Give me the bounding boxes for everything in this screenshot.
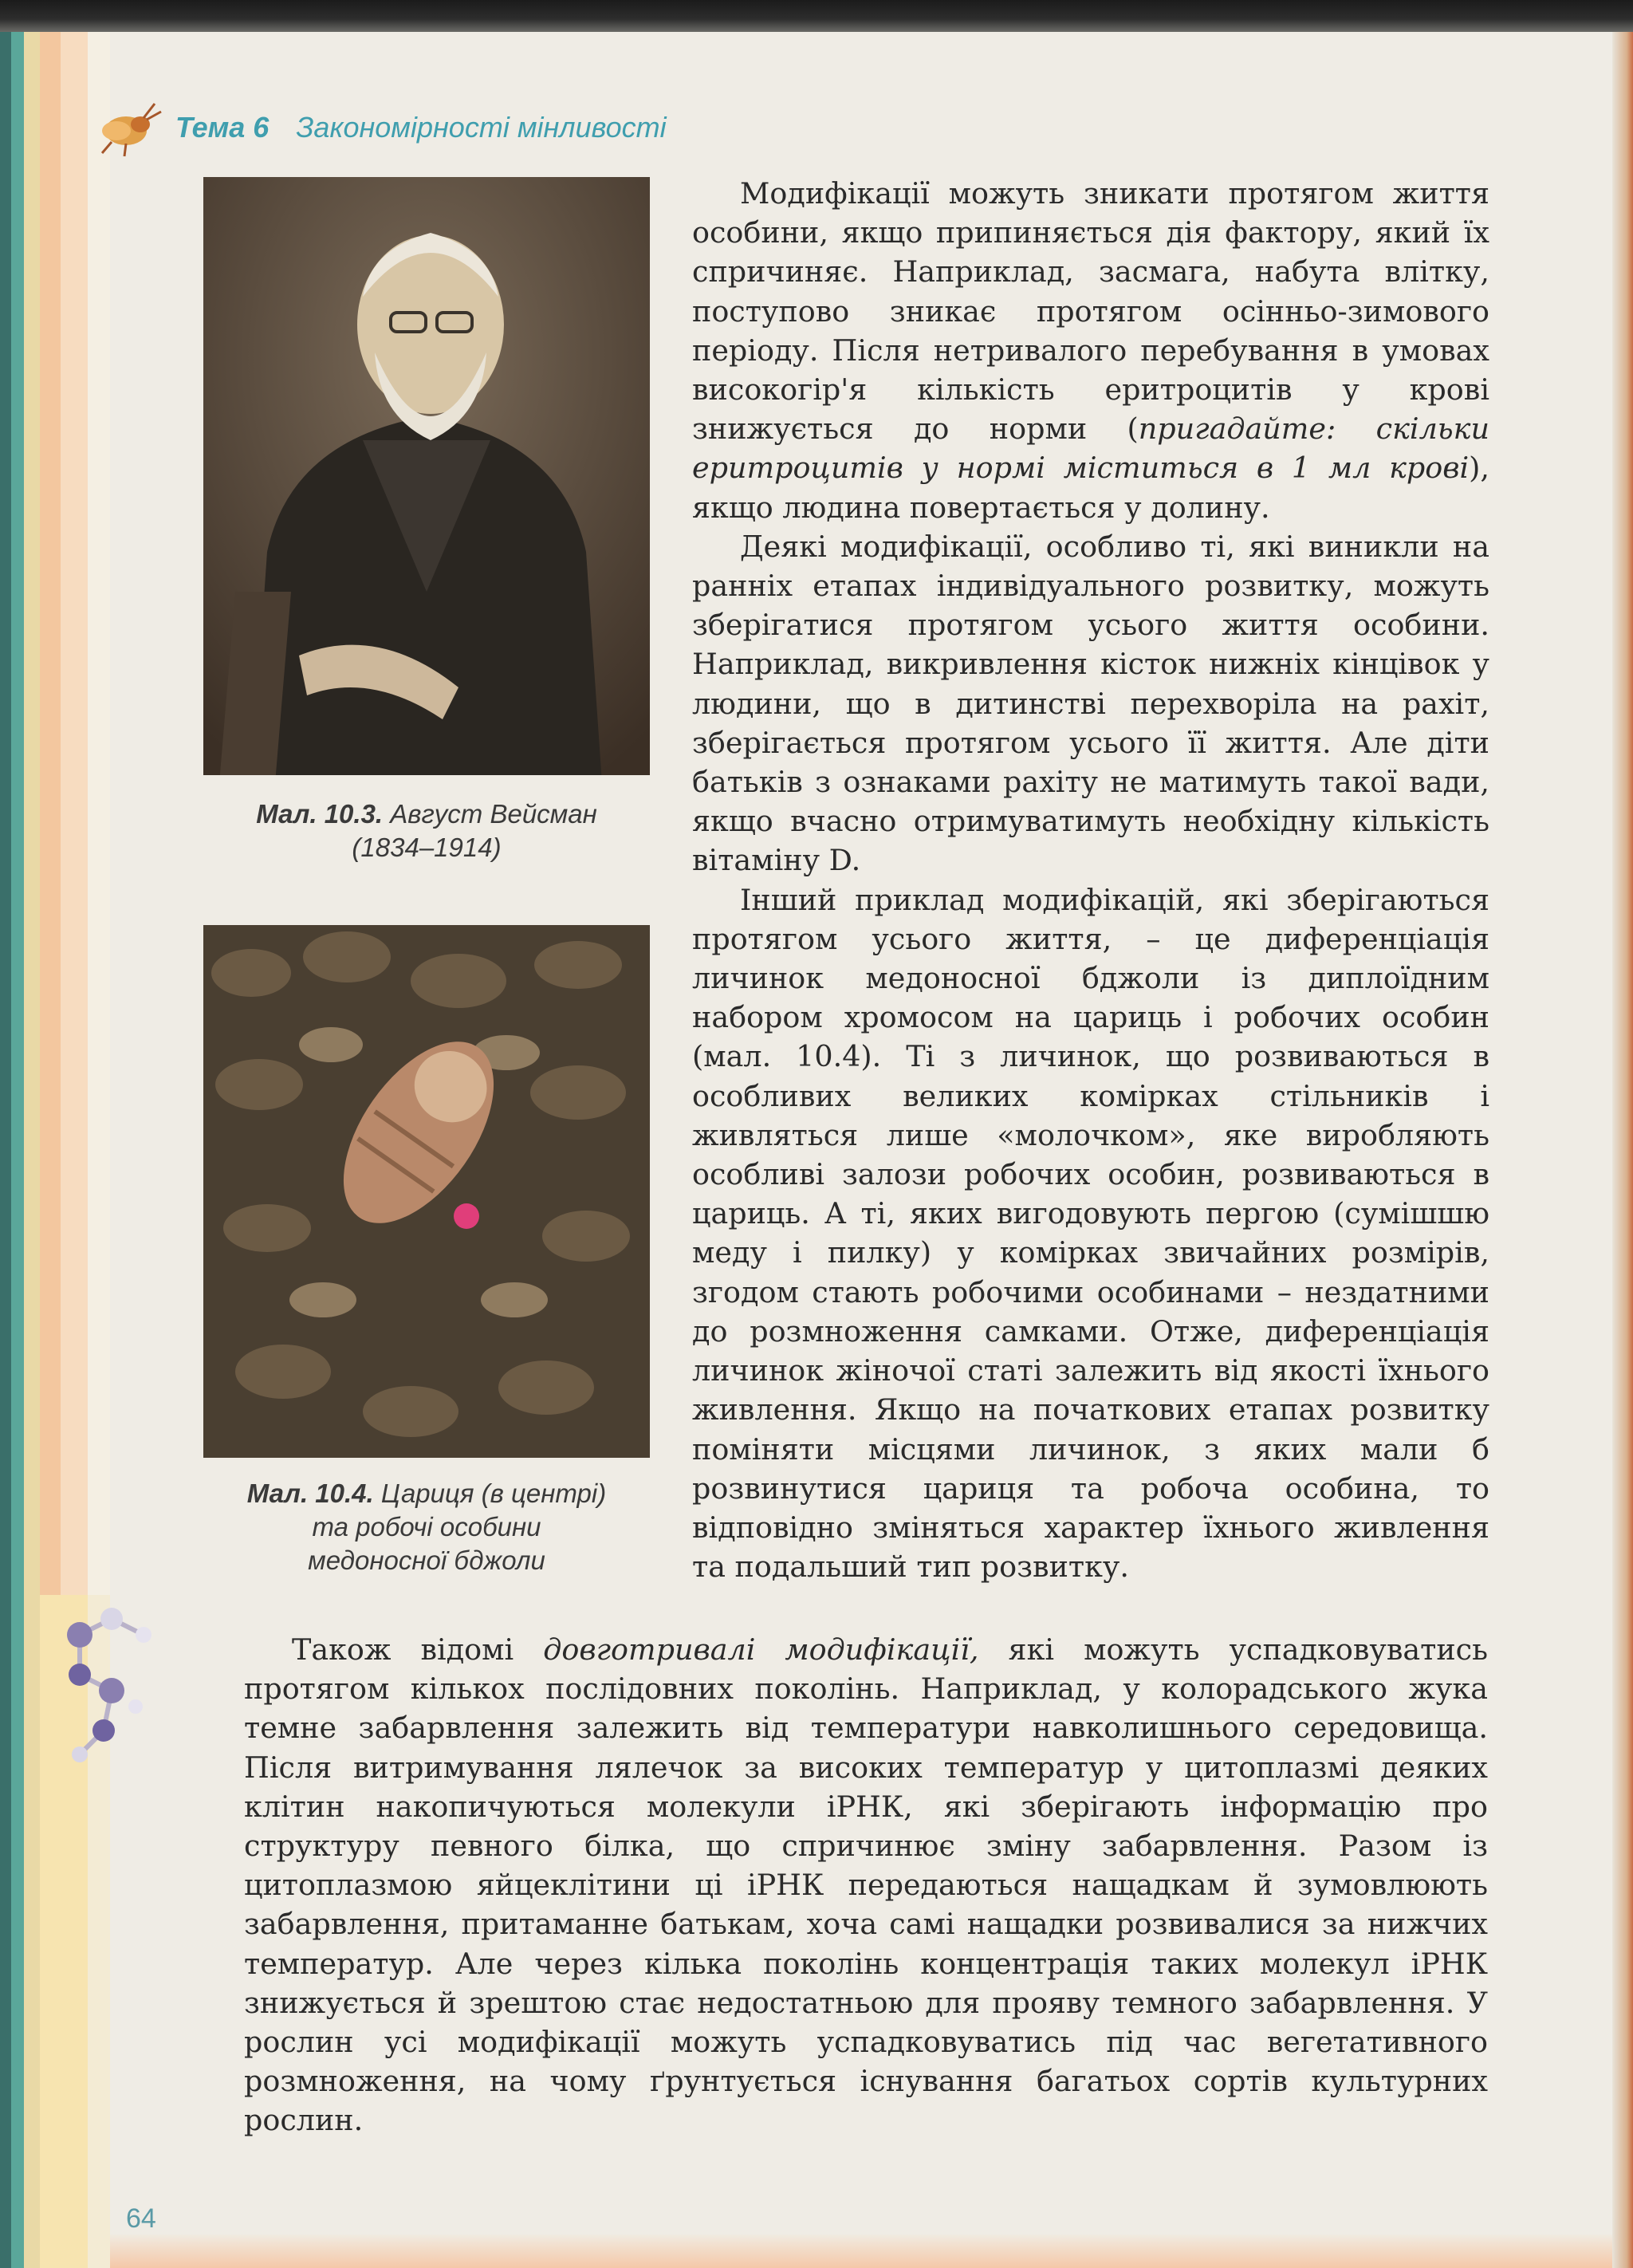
page-top-edge <box>0 0 1633 32</box>
topic-title: Закономірності мінливості <box>296 111 667 144</box>
bees-photo <box>203 925 650 1458</box>
figure-caption-10-4: Мал. 10.4. Цариця (в центрі) та робочі особини медоносної бджоли <box>246 1479 607 1575</box>
topic-label: Тема 6 <box>175 111 270 144</box>
paragraph-4: Також відомі довготривалі модифікації, які можуть успадковуватись протягом кількох послідовних поколінь. Наприклад, у колорадського жука темне забарвлення залежить від температури навколишнього середовища. Після витримування лялечок за високих температур у цитоплазмі деяких клітин накопичуються молекули іРНК, які зберігають інформацію про структуру певного білка, що спричинює зміну забарвлення. Разом із цитоплазмою яйцеклітини ці іРНК передаються нащадкам й зумовлюють забарвлення, притаманне батькам, хоча самі нащадки розвивалися за нижчих температур. Але через кілька поколінь концентрація таких молекул іРНК знижується й зрештою стає недостатньою для прояву темного забарвлення. У рослин усі модифікації можуть успадковуватись під час вегетативного розмноження, на чому ґрунтується існування багатьох сортів культурних рослин. <box>244 1632 1488 2138</box>
page-right-edge <box>1612 32 1633 2268</box>
paragraph-1: Модифікації можуть зникати протягом життя особини, якщо припиняється дія фактору, який їх спричиняє. Наприклад, засмага, набута влітку, поступово зникає протягом осінньо-зимового періоду. Після нетривалого перебування в умовах високогір'я кількість еритроцитів у крові знижується до норми (пригадайте: скільки еритроцитів у нормі міститься в 1 мл крові), якщо людина повертається у долину. <box>692 176 1489 525</box>
page-bottom-strip <box>110 2235 1612 2268</box>
paragraph-3: Інший приклад модифікацій, які зберігаються протягом усього життя, – це диференціація личинок медоносної бджоли із диплоїдним набором хромосом на цариць і робочих особин (мал. 10.4). Ті з личинок, що розвиваються в особливих великих комірках стільників і живляться лише «молочком», яке виробляють особливі залози робочих особин, розвиваються в цариць. А ті, яких вигодовують пергою (сумішшю меду і пилку) у комірках звичайних розмірів, згодом стають робочими особинами – нездатними до розмноження самками. Отже, диференціація личинок жіночої статі залежить від якості їхнього живлення. Якщо на початкових етапах розвитку поміняти місцями личинок, з яких мали б розвинутися цариця та робоча особина, то відповідно зміняться характер їхнього живлення та подальший тип розвитку. <box>692 882 1489 1585</box>
weismann-portrait <box>203 177 650 775</box>
molecule-icon <box>48 1587 175 1778</box>
running-header <box>88 88 667 167</box>
page-number: 64 <box>126 2203 156 2234</box>
page-left-edge <box>0 32 40 2268</box>
bug-icon <box>88 96 167 159</box>
full-width-text <box>244 1630 1488 2140</box>
column-text <box>692 174 1489 1586</box>
paragraph-2: Деякі модифікації, особливо ті, які виникли на ранніх етапах індивідуального розвитку, можуть зберігатися протягом усього життя особини. Наприклад, викривлення кісток нижніх кінцівок у людини, що в дитинстві перехворіла на рахіт, зберігається протягом усього її життя. Але діти батьків з ознаками рахіту не матимуть такої вади, якщо вчасно отримуватимуть необхідну кількість вітаміну D. <box>692 529 1489 878</box>
figure-caption-10-3: Мал. 10.3. Август Вейсман (1834–1914) <box>256 799 597 862</box>
